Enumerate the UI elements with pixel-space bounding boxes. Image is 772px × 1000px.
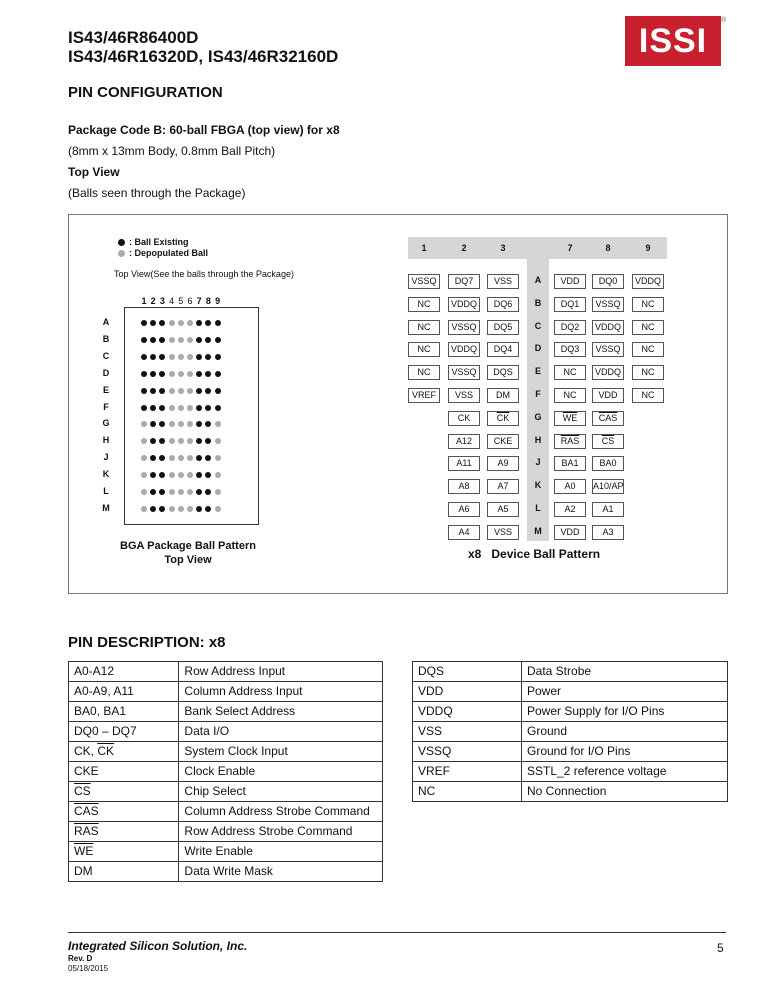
ball-existing <box>141 405 147 411</box>
pin-cell: VSSQ <box>592 297 624 312</box>
device-row-letter: E <box>534 366 541 377</box>
pin-function: Ground for I/O Pins <box>522 742 728 762</box>
filled-ball-icon <box>118 239 125 246</box>
footer-company: Integrated Silicon Solution, Inc. <box>68 939 248 953</box>
bga-caption-line2: Top View <box>164 554 212 566</box>
pin-cell: $\overline{CAS}$ <box>592 411 624 426</box>
pin-cell: DQ7 <box>448 274 480 289</box>
pin-cell: NC <box>408 365 440 380</box>
pin-cell: VSSQ <box>448 365 480 380</box>
pin-symbol: BA0, BA1 <box>69 702 179 722</box>
device-col-number: 1 <box>421 243 427 253</box>
ball-existing <box>141 337 147 343</box>
pin-function: Column Address Strobe Command <box>179 802 383 822</box>
device-row-letter: H <box>534 434 542 445</box>
pin-cell: DQ2 <box>554 320 586 335</box>
ball-existing <box>196 405 202 411</box>
pin-cell: A2 <box>554 502 586 517</box>
pin-function: Data Write Mask <box>179 862 383 882</box>
ball-depopulated <box>187 337 193 343</box>
ball-existing <box>215 320 221 326</box>
bga-row-letter: M <box>102 502 110 513</box>
pin-cell: DQ5 <box>487 320 519 335</box>
ball-depopulated <box>178 506 184 512</box>
ball-existing <box>150 405 156 411</box>
page-number: 5 <box>717 941 724 955</box>
pin-function: Data Strobe <box>522 662 728 682</box>
pin-cell: DM <box>487 388 519 403</box>
pin-cell: A10/AP <box>592 479 624 494</box>
pin-cell: VREF <box>408 388 440 403</box>
footer-date: 05/18/2015 <box>68 964 109 973</box>
ball-depopulated <box>178 388 184 394</box>
ball-existing <box>150 354 156 360</box>
ball-depopulated <box>169 472 175 478</box>
pin-cell: VSS <box>487 274 519 289</box>
body-dimensions: (8mm x 13mm Body, 0.8mm Ball Pitch) <box>68 144 276 158</box>
pin-cell: NC <box>554 388 586 403</box>
ball-depopulated <box>187 388 193 394</box>
pin-description-heading: PIN DESCRIPTION: x8 <box>68 634 226 651</box>
pin-row <box>69 662 383 682</box>
pin-cell: NC <box>632 342 664 357</box>
pin-row <box>69 802 383 822</box>
pin-symbol: $\overline{WE}$ <box>69 842 179 862</box>
bga-row-letter: H <box>102 435 110 446</box>
pin-cell: A12 <box>448 434 480 449</box>
pin-symbol: $\overline{RAS}$ <box>69 822 179 842</box>
ball-depopulated <box>169 489 175 495</box>
bga-row-letter: K <box>102 469 110 480</box>
bga-col-number: 4 <box>169 296 175 306</box>
pin-cell: A8 <box>448 479 480 494</box>
ball-depopulated <box>141 506 147 512</box>
pin-function: Column Address Input <box>179 682 383 702</box>
bga-row-letter: E <box>102 384 109 395</box>
registered-mark: ® <box>721 17 727 24</box>
ball-depopulated <box>169 371 175 377</box>
bga-row-letter: L <box>103 486 109 496</box>
pin-function: Power <box>522 682 728 702</box>
pin-symbol: NC <box>413 782 522 802</box>
pin-cell: VSS <box>487 525 519 540</box>
pin-row <box>69 742 383 762</box>
footer-rev: Rev. D <box>68 954 93 963</box>
pin-function: Row Address Strobe Command <box>179 822 383 842</box>
pin-cell: VDDQ <box>448 297 480 312</box>
pin-row <box>69 702 383 722</box>
pin-cell: $\overline{CK}$ <box>487 411 519 426</box>
pin-cell: NC <box>554 365 586 380</box>
pin-description-table-right <box>412 661 728 802</box>
ball-existing <box>159 405 165 411</box>
pin-function: Clock Enable <box>179 762 383 782</box>
bga-col-number: 3 <box>159 296 165 306</box>
pin-function: Write Enable <box>179 842 383 862</box>
pin-symbol: VSS <box>413 722 522 742</box>
ball-depopulated <box>141 489 147 495</box>
bga-row-letter: J <box>103 452 109 463</box>
ball-depopulated <box>215 438 221 444</box>
device-row-letter: A <box>534 275 542 285</box>
ball-depopulated <box>178 405 184 411</box>
bga-col-number: 2 <box>150 296 156 306</box>
pin-cell: VSSQ <box>448 320 480 335</box>
bga-col-number: 9 <box>215 296 221 306</box>
pin-cell: CK <box>448 411 480 426</box>
device-header-bar <box>408 237 667 259</box>
bga-col-number: 1 <box>141 296 147 306</box>
pin-function: Chip Select <box>179 782 383 802</box>
ball-existing <box>150 371 156 377</box>
ball-depopulated <box>215 489 221 495</box>
pin-symbol: VREF <box>413 762 522 782</box>
bga-col-number: 5 <box>178 296 184 306</box>
bga-col-number: 6 <box>187 296 193 306</box>
package-code-line: Package Code B: 60-ball FBGA (top view) for x8 <box>68 123 340 137</box>
bga-row-letter: F <box>103 401 109 412</box>
pin-cell: A5 <box>487 502 519 517</box>
ball-depopulated <box>169 405 175 411</box>
ball-depopulated <box>169 337 175 343</box>
ball-depopulated <box>215 506 221 512</box>
balls-seen-note: (Balls seen through the Package) <box>68 186 246 200</box>
pin-cell: NC <box>408 342 440 357</box>
pin-row <box>413 722 728 742</box>
bga-caption <box>118 539 258 567</box>
device-row-letter: M <box>534 525 542 536</box>
pin-function: SSTL_2 reference voltage <box>522 762 728 782</box>
device-row-letter: K <box>534 480 542 491</box>
pin-cell: DQ3 <box>554 342 586 357</box>
pin-cell: VDD <box>554 525 586 540</box>
ball-existing <box>215 354 221 360</box>
pin-row <box>69 862 383 882</box>
ball-existing <box>215 405 221 411</box>
pin-cell: A6 <box>448 502 480 517</box>
ball-existing <box>215 371 221 377</box>
pin-symbol: A0-A9, A11 <box>69 682 179 702</box>
pin-cell: NC <box>632 365 664 380</box>
device-col-number: 9 <box>645 243 651 253</box>
pin-description-table-left <box>68 661 383 882</box>
ball-depopulated <box>178 472 184 478</box>
ball-depopulated <box>187 354 193 360</box>
pin-cell: A7 <box>487 479 519 494</box>
pin-function: Bank Select Address <box>179 702 383 722</box>
bga-col-number: 8 <box>205 296 211 306</box>
ball-depopulated <box>178 489 184 495</box>
device-caption: x8 Device Ball Pattern <box>468 547 601 561</box>
pin-cell: CKE <box>487 434 519 449</box>
ball-existing <box>141 388 147 394</box>
pin-cell: DQS <box>487 365 519 380</box>
pin-configuration-heading: PIN CONFIGURATION <box>68 84 223 101</box>
topview-note: Top View(See the balls through the Package) <box>114 269 294 279</box>
pin-symbol: VDD <box>413 682 522 702</box>
ball-depopulated <box>187 371 193 377</box>
bga-row-letter: G <box>102 418 110 429</box>
pin-cell: NC <box>632 297 664 312</box>
pin-cell: VSSQ <box>408 274 440 289</box>
pin-cell: A1 <box>592 502 624 517</box>
device-row-letter: F <box>535 389 541 399</box>
ball-depopulated <box>169 354 175 360</box>
device-col-number: 7 <box>567 243 573 253</box>
pin-symbol: VDDQ <box>413 702 522 722</box>
ball-depopulated <box>169 438 175 444</box>
ball-depopulated <box>169 388 175 394</box>
title-line-2: IS43/46R16320D, IS43/46R32160D <box>68 47 339 66</box>
pin-symbol: $\overline{CS}$ <box>69 782 179 802</box>
pin-row <box>413 682 728 702</box>
legend-depopulated: : Depopulated Ball <box>118 248 208 259</box>
pin-cell: DQ6 <box>487 297 519 312</box>
pin-symbol: CKE <box>69 762 179 782</box>
ball-depopulated <box>187 405 193 411</box>
pin-symbol: CK, $\overline{CK}$ <box>69 742 179 762</box>
ball-depopulated <box>178 320 184 326</box>
device-col-number: 8 <box>605 243 611 253</box>
ball-existing <box>141 354 147 360</box>
ball-legend <box>118 237 208 259</box>
issi-logo: ISSI <box>625 16 721 66</box>
ball-existing <box>141 371 147 377</box>
device-row-letter: L <box>535 503 541 513</box>
document-title <box>68 28 338 66</box>
pin-cell: VSSQ <box>592 342 624 357</box>
bga-row-letter: A <box>102 317 110 327</box>
pin-cell: A3 <box>592 525 624 540</box>
pin-row <box>413 662 728 682</box>
bga-row-letter: C <box>102 350 110 361</box>
pin-function: No Connection <box>522 782 728 802</box>
device-row-letter: G <box>534 411 542 422</box>
pin-row <box>69 842 383 862</box>
pin-cell: NC <box>408 320 440 335</box>
pin-row <box>413 762 728 782</box>
pin-cell: VDDQ <box>632 274 664 289</box>
pin-cell: VDD <box>592 388 624 403</box>
pin-symbol: A0-A12 <box>69 662 179 682</box>
device-row-letter: D <box>534 343 542 354</box>
bga-col-number: 7 <box>196 296 202 306</box>
pin-function: Ground <box>522 722 728 742</box>
ball-existing <box>196 371 202 377</box>
ball-existing <box>215 388 221 394</box>
ball-depopulated <box>187 506 193 512</box>
ball-existing <box>196 388 202 394</box>
title-line-1: IS43/46R86400D <box>68 28 199 47</box>
pin-symbol: $\overline{CAS}$ <box>69 802 179 822</box>
pin-row <box>69 822 383 842</box>
pin-cell: A9 <box>487 456 519 471</box>
pin-cell: VDDQ <box>592 365 624 380</box>
pin-cell: BA0 <box>592 456 624 471</box>
ball-existing <box>150 388 156 394</box>
ball-depopulated <box>187 320 193 326</box>
device-row-letter: C <box>534 320 542 331</box>
pin-cell: BA1 <box>554 456 586 471</box>
pin-cell: DQ1 <box>554 297 586 312</box>
pin-symbol: DQS <box>413 662 522 682</box>
bga-caption-line1: BGA Package Ball Pattern <box>120 540 256 552</box>
pin-function: Data I/O <box>179 722 383 742</box>
pin-symbol: DQ0 – DQ7 <box>69 722 179 742</box>
pin-cell: VDDQ <box>592 320 624 335</box>
pin-function: Row Address Input <box>179 662 383 682</box>
top-view-label: Top View <box>68 165 120 179</box>
pin-row <box>413 742 728 762</box>
pin-row <box>69 722 383 742</box>
pin-cell: $\overline{WE}$ <box>554 411 586 426</box>
ball-existing <box>141 320 147 326</box>
ball-existing <box>196 354 202 360</box>
footer-rule <box>68 932 726 933</box>
pin-cell: DQ4 <box>487 342 519 357</box>
pin-cell: NC <box>632 388 664 403</box>
device-row-letter: B <box>534 297 542 308</box>
pin-row <box>69 762 383 782</box>
pin-cell: NC <box>632 320 664 335</box>
ball-existing <box>205 405 211 411</box>
pin-row <box>413 702 728 722</box>
bga-row-letter: D <box>102 367 110 378</box>
ball-depopulated <box>169 320 175 326</box>
ball-depopulated <box>178 354 184 360</box>
pin-cell: A4 <box>448 525 480 540</box>
pin-symbol: DM <box>69 862 179 882</box>
device-col-number: 2 <box>461 243 467 253</box>
device-row-letter: J <box>535 457 541 468</box>
pin-cell: NC <box>408 297 440 312</box>
pin-function: System Clock Input <box>179 742 383 762</box>
ball-depopulated <box>169 506 175 512</box>
ball-existing <box>215 337 221 343</box>
ball-depopulated <box>178 371 184 377</box>
pin-cell: VDDQ <box>448 342 480 357</box>
legend-existing: : Ball Existing <box>118 237 208 248</box>
ball-depopulated <box>178 455 184 461</box>
pin-cell: DQ0 <box>592 274 624 289</box>
depopulated-ball-icon <box>118 250 125 257</box>
pin-cell: VSS <box>448 388 480 403</box>
pin-cell: $\overline{CS}$ <box>592 434 624 449</box>
pin-cell: A11 <box>448 456 480 471</box>
pin-cell: A0 <box>554 479 586 494</box>
pin-row <box>413 782 728 802</box>
pin-row <box>69 682 383 702</box>
ball-depopulated <box>178 337 184 343</box>
pin-row <box>69 782 383 802</box>
pin-cell: VDD <box>554 274 586 289</box>
ball-depopulated <box>215 455 221 461</box>
pin-symbol: VSSQ <box>413 742 522 762</box>
ball-depopulated <box>215 472 221 478</box>
pin-cell: $\overline{RAS}$ <box>554 434 586 449</box>
ball-depopulated <box>169 455 175 461</box>
pin-function: Power Supply for I/O Pins <box>522 702 728 722</box>
device-col-number: 3 <box>500 243 506 253</box>
ball-depopulated <box>187 489 193 495</box>
bga-row-letter: B <box>102 333 110 344</box>
